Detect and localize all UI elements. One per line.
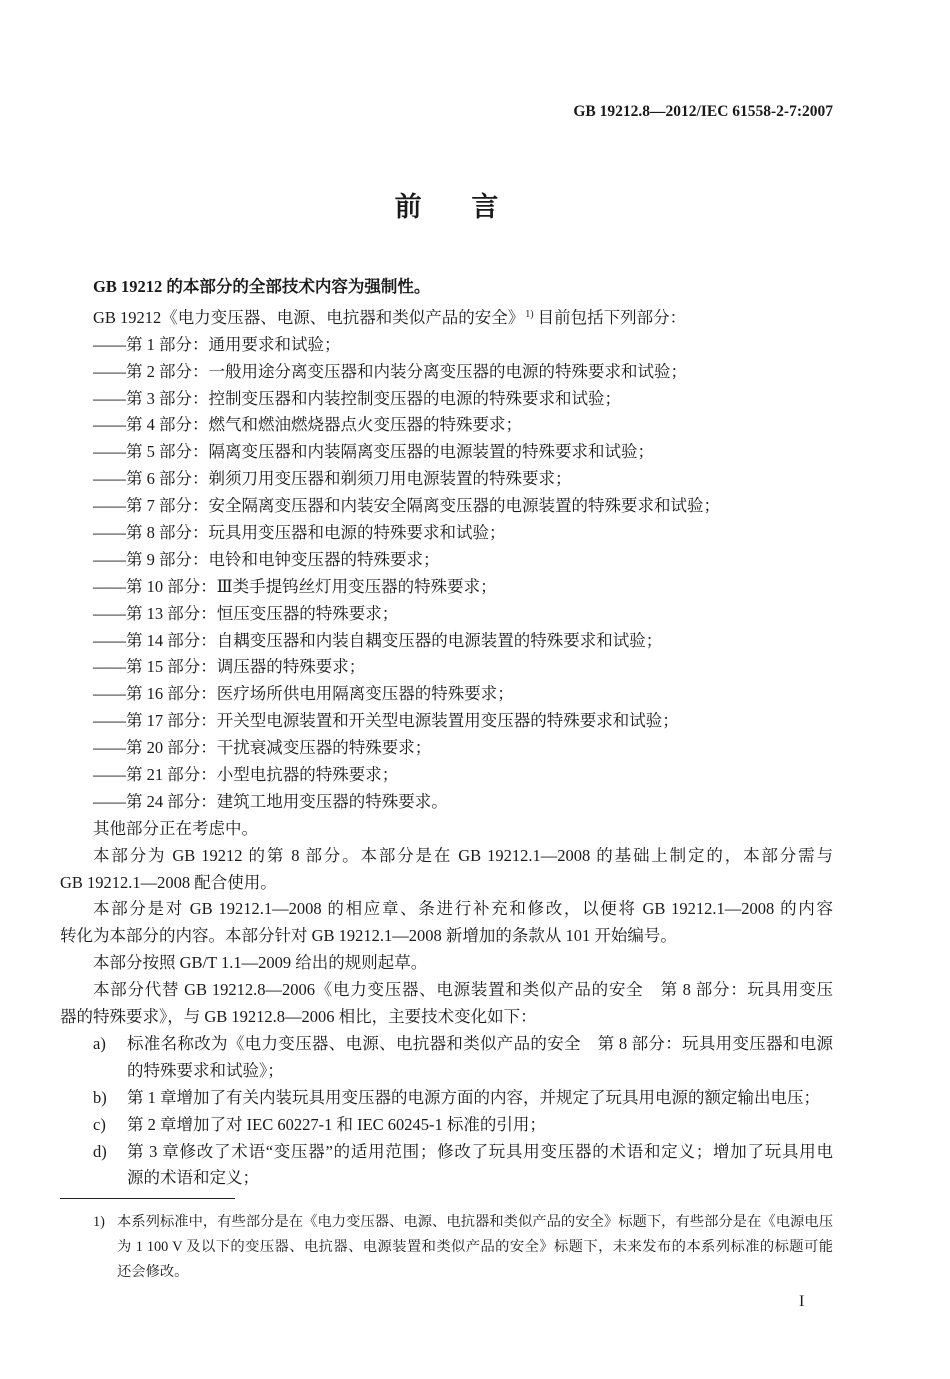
paragraph-supplement (60, 896, 833, 950)
page-number: I (799, 1293, 805, 1310)
series-intro-title: GB 19212《电力变压器、电源、电抗器和类似产品的安全》 (93, 307, 525, 327)
change-label: a) (93, 1033, 106, 1053)
part-item-2: ——第 2 部分：一般用途分离变压器和内装分离变压器的电源的特殊要求和试验； (93, 361, 687, 381)
paragraph-drafting-rules (60, 950, 833, 977)
mandatory-statement: GB 19212 的本部分的全部技术内容为强制性。 (93, 277, 431, 296)
part-item-24: ——第 24 部分：建筑工地用变压器的特殊要求。 (93, 791, 448, 811)
paragraph-line: 转化为本部分的内容。本部分针对 GB 19212.1—2008 新增加的条款从 101 开始编号。 (60, 926, 677, 946)
change-text-line: 第 2 章增加了对 IEC 60227-1 和 IEC 60245-1 标准的引用； (127, 1114, 546, 1134)
part-item-9: ——第 9 部分：电铃和电钟变压器的特殊要求； (93, 549, 440, 569)
standard-number-header: GB 19212.8—2012/IEC 61558-2-7:2007 (573, 103, 833, 120)
footnote-line: 本系列标准中，有些部分是在《电力变压器、电源、电抗器和类似产品的安全》标题下，有些部分是在《电源电压 (117, 1213, 833, 1230)
part-item-21: ——第 21 部分：小型电抗器的特殊要求； (93, 765, 399, 785)
paragraph-line: 本部分按照 GB/T 1.1—2009 给出的规则起草。 (93, 953, 428, 973)
page-title: 前 言 (394, 192, 510, 222)
part-item-10: ——第 10 部分：Ⅲ类手提钨丝灯用变压器的特殊要求； (93, 576, 497, 596)
paragraph-line: 器的特殊要求》，与 GB 19212.8—2006 相比，主要技术变化如下： (60, 1007, 537, 1027)
paragraph-scope (60, 843, 833, 897)
change-item-c (60, 1112, 833, 1139)
paragraph-line: 本部分代替 GB 19212.8—2006《电力变压器、电源装置和类似产品的安全 第 8 部分：玩具用变压 (93, 980, 833, 1000)
change-text-line: 源的术语和定义； (127, 1168, 259, 1188)
change-text-line: 的特殊要求和试验》； (127, 1060, 284, 1080)
change-item-d (60, 1139, 833, 1193)
footnote-1 (60, 1210, 833, 1285)
paragraph-line: 本部分为 GB 19212 的第 8 部分。本部分是在 GB 19212.1—2008 的基础上制定的，本部分需与 (93, 845, 833, 865)
part-item-5: ——第 5 部分：隔离变压器和内装隔离变压器的电源装置的特殊要求和试验； (93, 442, 654, 462)
part-item-16: ——第 16 部分：医疗场所供电用隔离变压器的特殊要求； (93, 684, 514, 704)
footnote-reference: 1) (525, 308, 534, 320)
part-item-20: ——第 20 部分：干扰衰减变压器的特殊要求； (93, 738, 432, 758)
footnote-separator (60, 1198, 235, 1199)
change-item-b (60, 1085, 833, 1112)
footnote-line: 还会修改。 (117, 1263, 189, 1280)
paragraph-line: GB 19212.1—2008 配合使用。 (60, 872, 277, 892)
part-item-15: ——第 15 部分：调压器的特殊要求； (93, 657, 366, 677)
footnote-line: 为 1 100 V 及以下的变压器、电抗器、电源装置和类似产品的安全》标题下，未来发布的本系列标准的标题可能 (117, 1238, 833, 1255)
part-item-17: ——第 17 部分：开关型电源装置和开关型电源装置用变压器的特殊要求和试验； (93, 711, 679, 731)
part-item-14: ——第 14 部分：自耦变压器和内装自耦变压器的电源装置的特殊要求和试验； (93, 630, 663, 650)
change-text-line: 标准名称改为《电力变压器、电源、电抗器和类似产品的安全 第 8 部分：玩具用变压器和电源 (127, 1033, 833, 1053)
change-text-line: 第 3 章修改了术语“变压器”的适用范围；修改了玩具用变压器的术语和定义；增加了玩具用电 (127, 1141, 833, 1161)
series-intro-tail: 目前包括下列部分： (537, 307, 687, 327)
part-item-7: ——第 7 部分：安全隔离变压器和内装安全隔离变压器的电源装置的特殊要求和试验； (93, 496, 720, 516)
change-label: d) (93, 1141, 107, 1161)
footnote-label: 1) (93, 1213, 105, 1230)
part-item-8: ——第 8 部分：玩具用变压器和电源的特殊要求和试验； (93, 523, 506, 543)
change-item-a (60, 1031, 833, 1085)
part-item-3: ——第 3 部分：控制变压器和内装控制变压器的电源的特殊要求和试验； (93, 388, 621, 408)
other-parts-note: 其他部分正在考虑中。 (93, 818, 258, 838)
preface-body (60, 274, 833, 1192)
part-item-1: ——第 1 部分：通用要求和试验； (93, 334, 341, 354)
change-label: b) (93, 1087, 107, 1107)
paragraph-line: 本部分是对 GB 19212.1—2008 的相应章、条进行补充和修改，以便将 GB 19212.1—2008 的内容 (93, 899, 833, 919)
part-item-4: ——第 4 部分：燃气和燃油燃烧器点火变压器的特殊要求； (93, 415, 522, 435)
paragraph-replacement (60, 977, 833, 1031)
change-text-line: 第 1 章增加了有关内装玩具用变压器的电源方面的内容，并规定了玩具用电源的额定输出电压； (127, 1087, 820, 1107)
part-item-13: ——第 13 部分：恒压变压器的特殊要求； (93, 603, 399, 623)
change-label: c) (93, 1114, 106, 1134)
part-item-6: ——第 6 部分：剃须刀用变压器和剃须刀用电源装置的特殊要求； (93, 469, 572, 489)
footnotes (60, 1210, 833, 1285)
series-intro (60, 305, 833, 332)
